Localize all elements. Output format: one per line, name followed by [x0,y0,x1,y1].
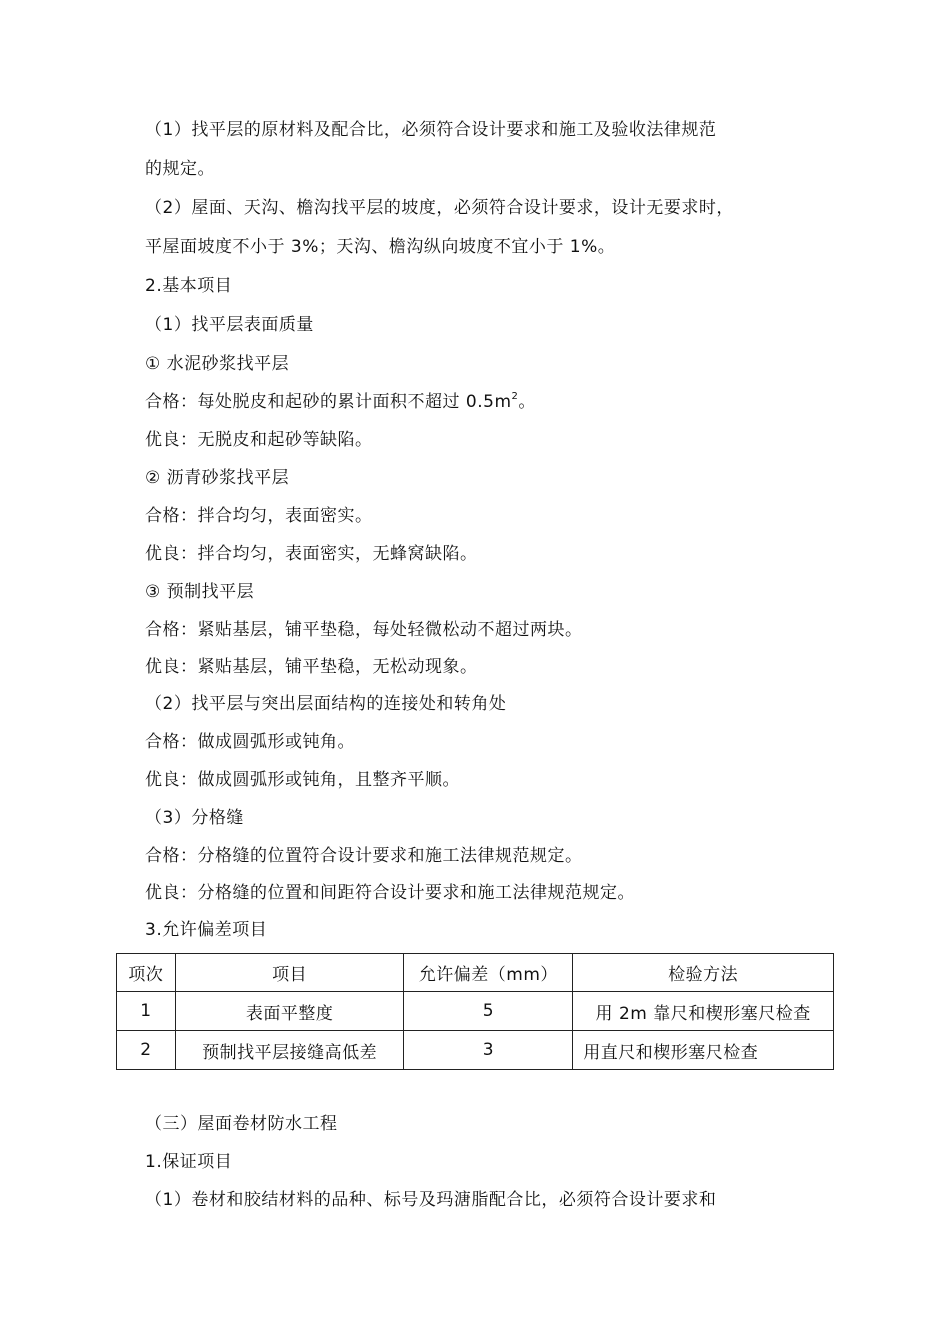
cell-index: 2 [117,1031,176,1070]
qualified-prefab: 合格：紧贴基层，铺平垫稳，每处轻微松动不超过两块。 [145,620,583,640]
header-deviation: 允许偏差（mm） [404,954,573,992]
qualified-cement-end: 。 [518,392,536,412]
table-row [117,992,834,1031]
subsection-surface-quality: （1）找平层表面质量 [145,315,314,335]
table-header-row [117,954,834,992]
header-item: 项目 [175,954,404,992]
paragraph-1-cont: 的规定。 [145,159,215,179]
cell-deviation: 5 [404,992,573,1031]
qualified-junctions: 合格：做成圆弧形或钝角。 [145,732,355,752]
excellent-junctions: 优良：做成圆弧形或钝角，且整齐平顺。 [145,770,460,790]
paragraph-2-cont: 平屋面坡度不小于 3%；天沟、檐沟纵向坡度不宜小于 1%。 [145,237,616,257]
header-index: 项次 [117,954,176,992]
subsection-joints: （3）分格缝 [145,808,244,828]
excellent-joints: 优良：分格缝的位置和间距符合设计要求和施工法律规范规定。 [145,883,635,903]
area-superscript: 2 [511,391,519,402]
section-basic-items: 2.基本项目 [145,276,233,296]
qualified-cement [145,390,536,414]
section-guarantee-items: 1.保证项目 [145,1152,233,1172]
paragraph-1: （1）找平层的原材料及配合比，必须符合设计要求和施工及验收法律规范 [145,120,717,140]
qualified-asphalt: 合格：拌合均匀，表面密实。 [145,506,373,526]
table-row [117,1031,834,1070]
cell-index: 1 [117,992,176,1031]
cell-item: 预制找平层接缝高低差 [175,1031,404,1070]
paragraph-roll-materials: （1）卷材和胶结材料的品种、标号及玛溏脂配合比，必须符合设计要求和 [145,1190,717,1210]
header-method: 检验方法 [573,954,834,992]
cell-method: 用直尺和楔形塞尺检查 [573,1031,834,1070]
cell-method: 用 2m 靠尺和楔形塞尺检查 [573,992,834,1031]
excellent-asphalt: 优良：拌合均匀，表面密实，无蜂窝缺陷。 [145,544,478,564]
paragraph-2: （2）屋面、天沟、檐沟找平层的坡度，必须符合设计要求，设计无要求时， [145,198,734,218]
excellent-cement: 优良：无脱皮和起砂等缺陷。 [145,430,373,450]
excellent-prefab: 优良：紧贴基层，铺平垫稳，无松动现象。 [145,657,478,677]
item-cement-mortar: ① 水泥砂浆找平层 [145,354,290,374]
item-asphalt-mortar: ② 沥青砂浆找平层 [145,468,290,488]
item-prefab: ③ 预制找平层 [145,582,255,602]
subsection-junctions: （2）找平层与突出层面结构的连接处和转角处 [145,694,507,714]
qualified-cement-text: 合格：每处脱皮和起砂的累计面积不超过 0.5m [145,392,512,412]
section-allowed-deviation: 3.允许偏差项目 [145,920,268,940]
qualified-joints: 合格：分格缝的位置符合设计要求和施工法律规范规定。 [145,846,583,866]
cell-deviation: 3 [404,1031,573,1070]
section-roll-waterproofing: （三）屋面卷材防水工程 [145,1114,338,1134]
cell-item: 表面平整度 [175,992,404,1031]
deviation-table [116,953,834,1070]
